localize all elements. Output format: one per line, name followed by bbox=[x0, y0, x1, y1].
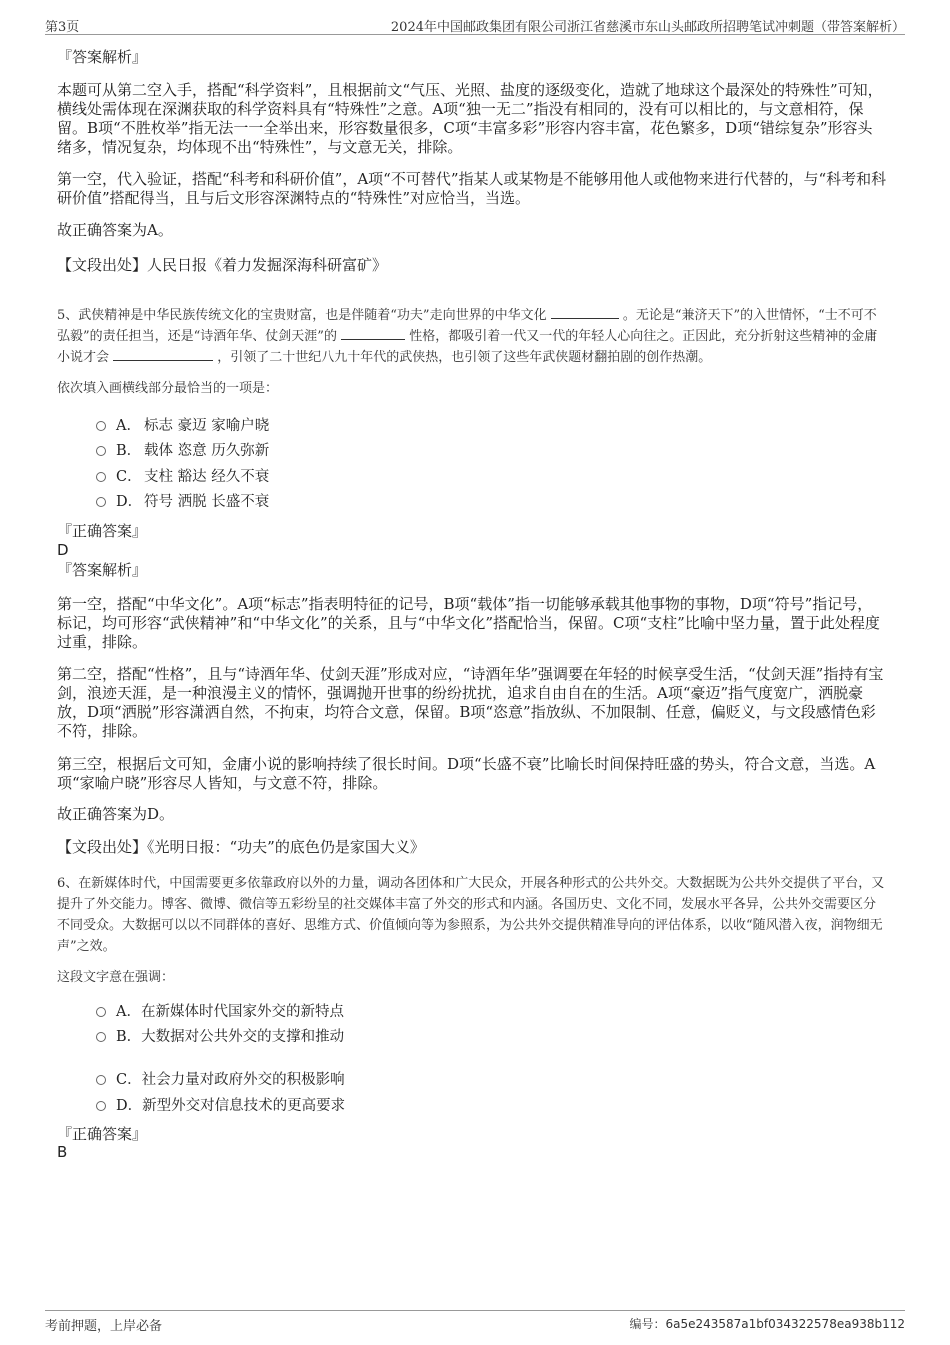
q6-answer-tag: 『正确答案』 bbox=[57, 1125, 148, 1143]
option-text: 支柱 豁达 经久不衰 bbox=[144, 469, 270, 485]
document-title: 2024年中国邮政集团有限公司浙江省慈溪市东山头邮政所招聘笔试冲刺题（带答案解析） bbox=[390, 20, 905, 35]
q6-answer: B bbox=[57, 1143, 68, 1161]
page-number: 第3页 bbox=[45, 20, 80, 35]
q5-source: 【文段出处】《光明日报：“功夫”的底色仍是家国大义》 bbox=[57, 838, 425, 856]
option-letter: B． bbox=[116, 1029, 142, 1045]
q6-option-a[interactable] bbox=[96, 1002, 344, 1022]
q4-analysis-tag: 『答案解析』 bbox=[57, 48, 148, 66]
option-text: 大数据对公共外交的支撑和推动 bbox=[141, 1029, 345, 1045]
option-text: 社会力量对政府外交的积极影响 bbox=[141, 1072, 345, 1088]
q5-answer-tag: 『正确答案』 bbox=[57, 522, 148, 540]
radio-icon[interactable] bbox=[96, 472, 106, 482]
radio-icon[interactable] bbox=[96, 1032, 106, 1042]
q6-option-c[interactable] bbox=[96, 1070, 345, 1090]
q4-conclusion: 故正确答案为A。 bbox=[57, 221, 173, 239]
q5-conclusion: 故正确答案为D。 bbox=[57, 805, 175, 823]
q5-option-d[interactable] bbox=[96, 492, 269, 512]
option-letter: A． bbox=[116, 1004, 141, 1020]
radio-icon[interactable] bbox=[96, 421, 106, 431]
option-letter: A． bbox=[116, 418, 141, 434]
option-text: 载体 恣意 历久弥新 bbox=[144, 443, 270, 459]
radio-icon[interactable] bbox=[96, 1007, 106, 1017]
option-letter: D． bbox=[116, 1098, 143, 1114]
q6-option-b[interactable] bbox=[96, 1027, 344, 1047]
q5-stem-part1: 5、武侠精神是中华民族传统文化的宝贵财富，也是伴随着“功夫”走向世界的中华文化 bbox=[57, 308, 547, 323]
option-text: 标志 豪迈 家喻户晓 bbox=[144, 418, 270, 434]
option-letter: D． bbox=[116, 494, 143, 510]
option-letter: C． bbox=[116, 1072, 142, 1088]
q5-analysis-tag: 『答案解析』 bbox=[57, 561, 148, 579]
q6-prompt: 这段文字意在强调： bbox=[57, 970, 175, 985]
q5-analysis-para2: 第二空，搭配“性格”，且与“诗酒年华、仗剑天涯”形成对应，“诗酒年华”强调要在年轻的时候享受生活，“仗剑天涯”指持有宝剑，浪迹天涯，是一种浪漫主义的情怀，强调抛开世事的纷纷扰扰，追求自由自在的生活。A项“豪迈”指气度宽广，洒脱豪放，D项“洒脱”形容潇洒自然，不拘束，均符合文意，保留。B项“恣意”指放纵、不加限制、任意，偏贬义，与文段感情色彩不符，排除。 bbox=[57, 665, 884, 740]
radio-icon[interactable] bbox=[96, 1075, 106, 1085]
q4-analysis-para2: 第一空，代入验证，搭配“科考和科研价值”，A项“不可替代”指某人或某物是不能够用他人或他物来进行代替的，与“科考和科研价值”搭配得当，且与后文形容深渊特点的“特殊性”对应恰当，当选。 bbox=[57, 170, 887, 207]
q4-analysis-para1: 本题可从第二空入手，搭配“科学资料”，且根据前文“气压、光照、盐度的逐级变化，造就了地球这个最深处的特殊性”可知，横线处需体现在深渊获取的科学资料具有“特殊性”之意。A项“独一无二”指没有相同的，没有可以相比的，与文意相符，保留。B项“不胜枚举”指无法一一全举出来，形容数量很多，C项“丰富多彩”形容内容丰富，花色繁多，D项“错综复杂”形容头绪多，情况复杂，均体现不出“特殊性”，与文意无关，排除。 bbox=[57, 81, 883, 156]
footer-slogan: 考前押题，上岸必备 bbox=[45, 1319, 163, 1334]
q5-analysis-para1: 第一空，搭配“中华文化”。A项“标志”指表明特征的记号，B项“载体”指一切能够承载其他事物的事物，D项“符号”指记号，标记，均可形容“武侠精神”和“中华文化”的关系，且与“中华文化”搭配恰当，保留。C项“支柱”比喻中坚力量，置于此处程度过重，排除。 bbox=[57, 595, 880, 651]
radio-icon[interactable] bbox=[96, 446, 106, 456]
q5-stem bbox=[57, 305, 887, 368]
q5-blank-2 bbox=[341, 327, 405, 340]
option-letter: B． bbox=[116, 443, 142, 459]
radio-icon[interactable] bbox=[96, 1101, 106, 1111]
q5-answer: D bbox=[57, 541, 69, 559]
q5-blank-1 bbox=[551, 306, 619, 319]
option-text: 符号 洒脱 长盛不衰 bbox=[144, 494, 270, 510]
q4-source: 【文段出处】人民日报《着力发掘深海科研富矿》 bbox=[57, 256, 388, 274]
q5-stem-part3: 性格，都吸引着一代又一代的年轻人心向往之。正因此，充分折射这些精神的金庸小说才会 bbox=[57, 329, 878, 365]
document-id: 编号：6a5e243587a1bf034322578ea938b112 bbox=[629, 1317, 905, 1331]
q5-option-a[interactable] bbox=[96, 416, 269, 436]
q5-option-c[interactable] bbox=[96, 467, 269, 487]
page-header bbox=[45, 14, 905, 35]
option-letter: C． bbox=[116, 469, 142, 485]
page-footer bbox=[45, 1310, 905, 1334]
option-text: 新型外交对信息技术的更高要求 bbox=[142, 1098, 346, 1114]
q5-prompt: 依次填入画横线部分最恰当的一项是： bbox=[57, 381, 279, 396]
q5-analysis-para3: 第三空，根据后文可知，金庸小说的影响持续了很长时间。D项“长盛不衰”比喻长时间保持旺盛的势头，符合文意，当选。A项“家喻户晓”形容尽人皆知，与文意不符，排除。 bbox=[57, 755, 876, 792]
q5-stem-part4: ，引领了二十世纪八九十年代的武侠热，也引领了这些年武侠题材翻拍剧的创作热潮。 bbox=[217, 350, 712, 365]
q6-option-d[interactable] bbox=[96, 1096, 345, 1116]
q5-option-b[interactable] bbox=[96, 441, 269, 461]
option-text: 在新媒体时代国家外交的新特点 bbox=[140, 1004, 344, 1020]
q5-blank-3 bbox=[113, 348, 213, 361]
radio-icon[interactable] bbox=[96, 497, 106, 507]
q5-stem-part2: 。无论是“兼济天下”的入世情怀，“士不可不弘毅”的责任担当，还是“诗酒年华、仗剑天涯”的 bbox=[57, 308, 877, 344]
q6-stem: 6、在新媒体时代，中国需要更多依靠政府以外的力量，调动各团体和广大民众，开展各种形式的公共外交。大数据既为公共外交提供了平台，又提升了外交能力。博客、微博、微信等五彩纷呈的社交媒体丰富了外交的形式和内涵。各国历史、文化不同，发展水平各异，公共外交需要区分不同受众。大数据可以以不同群体的喜好、思维方式、价值倾向等为参照系，为公共外交提供精准导向的评估体系，以收“随风潜入夜，润物细无声”之效。 bbox=[57, 876, 885, 954]
